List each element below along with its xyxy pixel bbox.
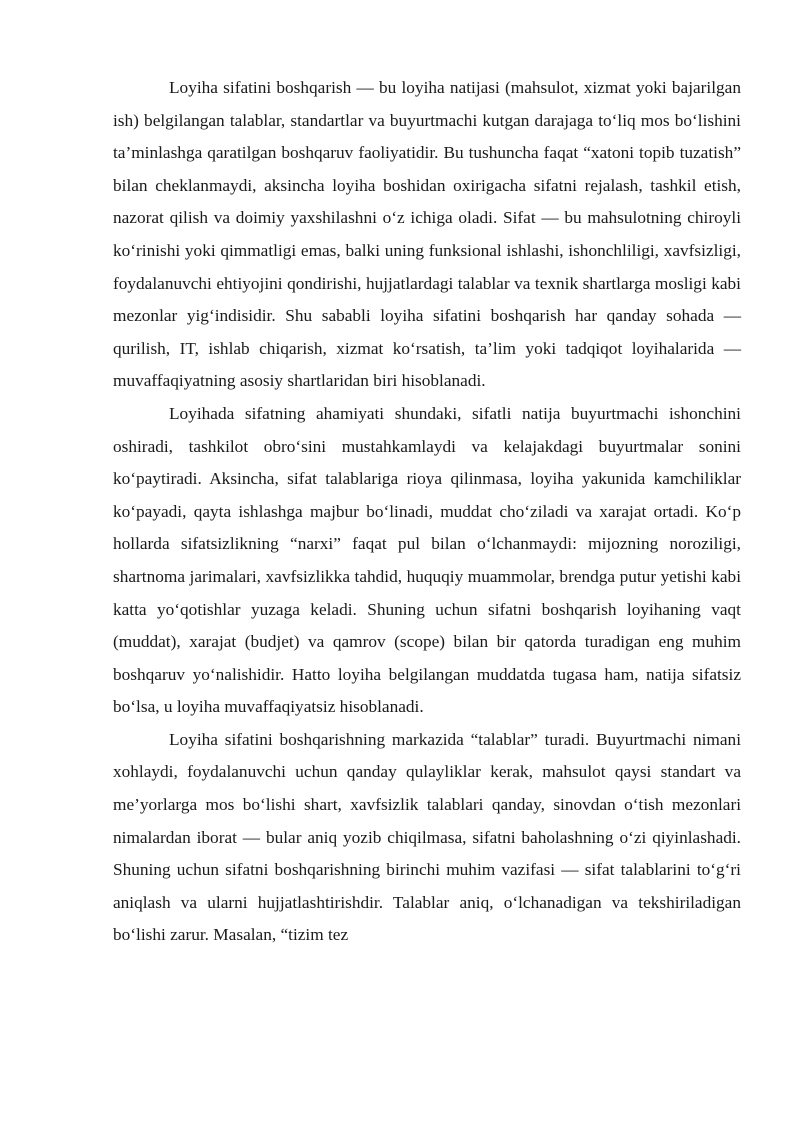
body-text	[113, 72, 741, 952]
paragraph-quality-importance: Loyihada sifatning ahamiyati shundaki, sifatli natija buyurtmachi ishonchini oshiradi, tashkilot obro‘sini mustahkamlaydi va kelajakdagi buyurtmalar sonini ko‘paytiradi. Aksincha, sifat talablariga rioya qilinmasa, loyiha yakunida kamchiliklar ko‘payadi, qayta ishlashga majbur bo‘linadi, muddat cho‘ziladi va xarajat ortadi. Ko‘p hollarda sifatsizlikning “narxi” faqat pul bilan o‘lchanmaydi: mijozning noroziligi, shartnoma jarimalari, xavfsizlikka tahdid, huquqiy muammolar, brendga putur yetishi kabi katta yo‘qotishlar yuzaga keladi. Shuning uchun sifatni boshqarish loyihaning vaqt (muddat), xarajat (budjet) va qamrov (scope) bilan bir qatorda turadigan eng muhim boshqaruv yo‘nalishidir. Hatto loyiha belgilangan muddatda tugasa ham, natija sifatsiz bo‘lsa, u loyiha muvaffaqiyatsiz hisoblanadi.	[113, 403, 741, 717]
paragraph-quality-definition: Loyiha sifatini boshqarish — bu loyiha natijasi (mahsulot, xizmat yoki bajarilgan ish) belgilangan talablar, standartlar va buyurtmachi kutgan darajaga to‘liq mos bo‘lishini ta’minlashga qaratilgan boshqaruv faoliyatidir. Bu tushuncha faqat “xatoni topib tuzatish” bilan cheklanmaydi, aksincha loyiha boshidan oxirigacha sifatni rejalash, tashkil etish, nazorat qilish va doimiy yaxshilashni o‘z ichiga oladi. Sifat — bu mahsulotning chiroyli ko‘rinishi yoki qimmatligi emas, balki uning funksional ishlashi, ishonchliligi, xavfsizligi, foydalanuvchi ehtiyojini qondirishi, hujjatlardagi talablar va texnik shartlarga mosligi kabi mezonlar yig‘indisidir. Shu sababli loyiha sifatini boshqarish har qanday sohada — qurilish, IT, ishlab chiqarish, xizmat ko‘rsatish, ta’lim yoki tadqiqot loyihalarida — muvaffaqiyatning asosiy shartlaridan biri hisoblanadi.	[113, 78, 741, 391]
paragraph-quality-requirements: Loyiha sifatini boshqarishning markazida “talablar” turadi. Buyurtmachi nimani xohlaydi, foydalanuvchi uchun qanday qulayliklar kerak, mahsulot qaysi standart va me’yorlarga mos bo‘lishi shart, xavfsizlik talablari qanday, sinovdan o‘tish mezonlari nimalardan iborat — bular aniq yozib chiqilmasa, sifatni baholashning o‘zi qiyinlashadi. Shuning uchun sifatni boshqarishning birinchi muhim vazifasi — sifat talablarini to‘g‘ri aniqlash va ularni hujjatlashtirishdir. Talablar aniq, o‘lchanadigan va tekshiriladigan bo‘lishi zarur. Masalan, “tizim tez	[113, 729, 741, 945]
